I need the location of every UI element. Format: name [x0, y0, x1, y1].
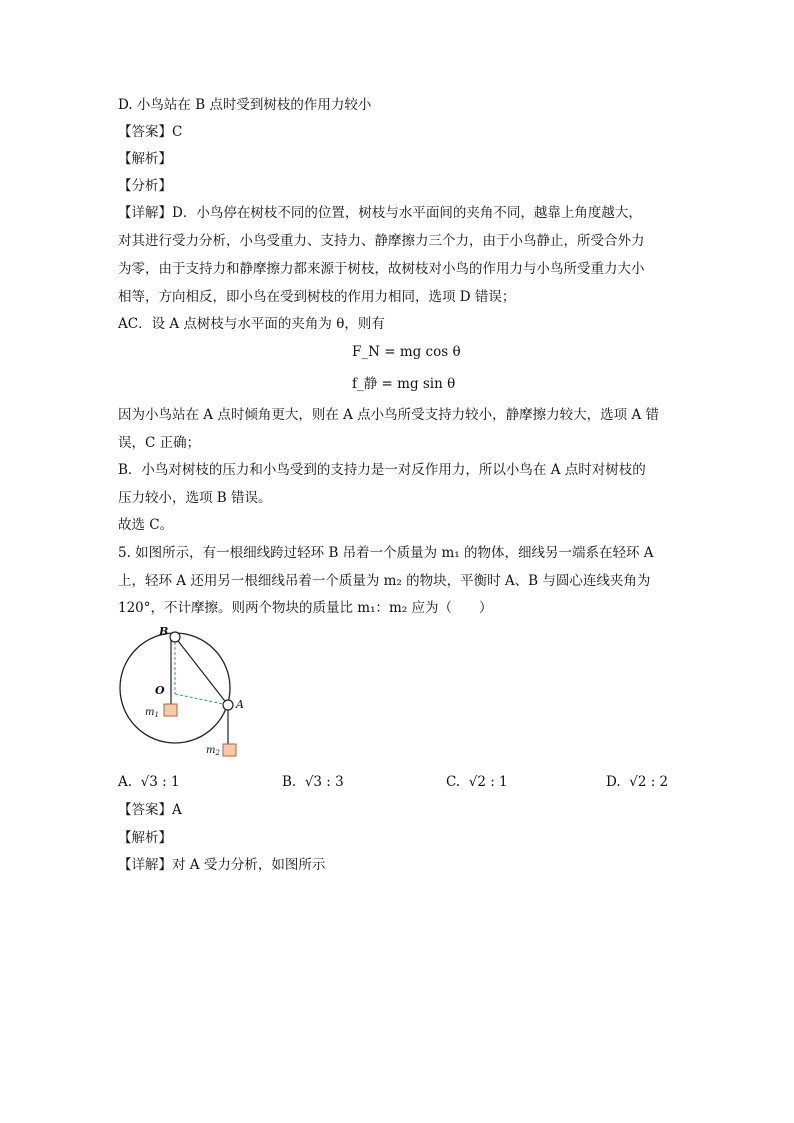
block-m2 [223, 744, 236, 756]
explanation-line: 对其进行受力分析，小鸟受重力、支持力、静摩擦力三个力，由于小鸟静止，所受合外力 [118, 233, 645, 249]
ring-a [223, 700, 233, 710]
label-a: A [236, 698, 244, 711]
question-5-line: 5. 如图所示，有一根细线跨过轻环 B 吊着一个质量为 m₁ 的物体，细线另一端系在轻环 A [118, 545, 654, 561]
answer-label: 【答案】A [118, 802, 182, 818]
answer-label: 【答案】C [118, 124, 183, 140]
explanation-line: 压力较小，选项 B 错误。 [118, 490, 272, 506]
block-m1 [164, 704, 177, 716]
circle-ring-figure [115, 620, 255, 765]
explanation-line: 相等，方向相反，即小鸟在受到树枝的作用力相同，选项 D 错误； [118, 289, 516, 305]
fenxi-heading: 【分析】 [118, 178, 172, 194]
question-5-line: 上，轻环 A 还用另一根细线吊着一个质量为 m₂ 的物块，平衡时 A、B 与圆心连线夹角为 [118, 573, 651, 589]
explanation-line: AC．设 A 点树枝与水平面的夹角为 θ，则有 [118, 316, 385, 332]
ring-b [170, 632, 180, 642]
explanation-line: 【详解】对 A 受力分析，如图所示 [118, 857, 326, 873]
explanation-line: B．小鸟对树枝的压力和小鸟受到的支持力是一对反作用力，所以小鸟在 A 点时对树枝的 [118, 462, 646, 478]
explanation-line: 误，C 正确； [118, 435, 201, 451]
explanation-line: 【详解】D．小鸟停在树枝不同的位置，树枝与水平面间的夹角不同，越靠上角度越大， [118, 205, 642, 221]
conclusion-line: 故选 C。 [118, 517, 174, 533]
option-c: C. √2 : 1 [446, 774, 508, 790]
equation-normal-force: F_N = mg cos θ [352, 344, 461, 360]
option-d: D. √2 : 2 [606, 774, 669, 790]
analysis-heading: 【解析】 [118, 151, 172, 167]
explanation-line: 为零，由于支持力和静摩擦力都来源于树枝，故树枝对小鸟的作用力与小鸟所受重力大小 [118, 261, 645, 277]
question-5-line: 120°，不计摩擦。则两个物块的质量比 m₁：m₂ 应为（ ） [118, 600, 493, 616]
analysis-heading: 【解析】 [118, 830, 172, 846]
equation-friction-force: f_静 = mg sin θ [352, 376, 456, 392]
label-b: B [159, 625, 169, 638]
explanation-line: 因为小鸟站在 A 点时倾角更大，则在 A 点小鸟所受支持力较小，静摩擦力较大，选项 A 错 [118, 407, 659, 423]
label-m2: $m_2$ [206, 745, 220, 757]
string-b-to-a [175, 637, 228, 705]
option-a: A. √3 : 1 [118, 774, 180, 790]
option-b: B. √3 : 3 [282, 774, 344, 790]
option-d-previous: D. 小鸟站在 B 点时受到树枝的作用力较小 [118, 97, 372, 113]
label-m1: $m_1$ [145, 707, 159, 719]
label-o: O [155, 684, 165, 697]
